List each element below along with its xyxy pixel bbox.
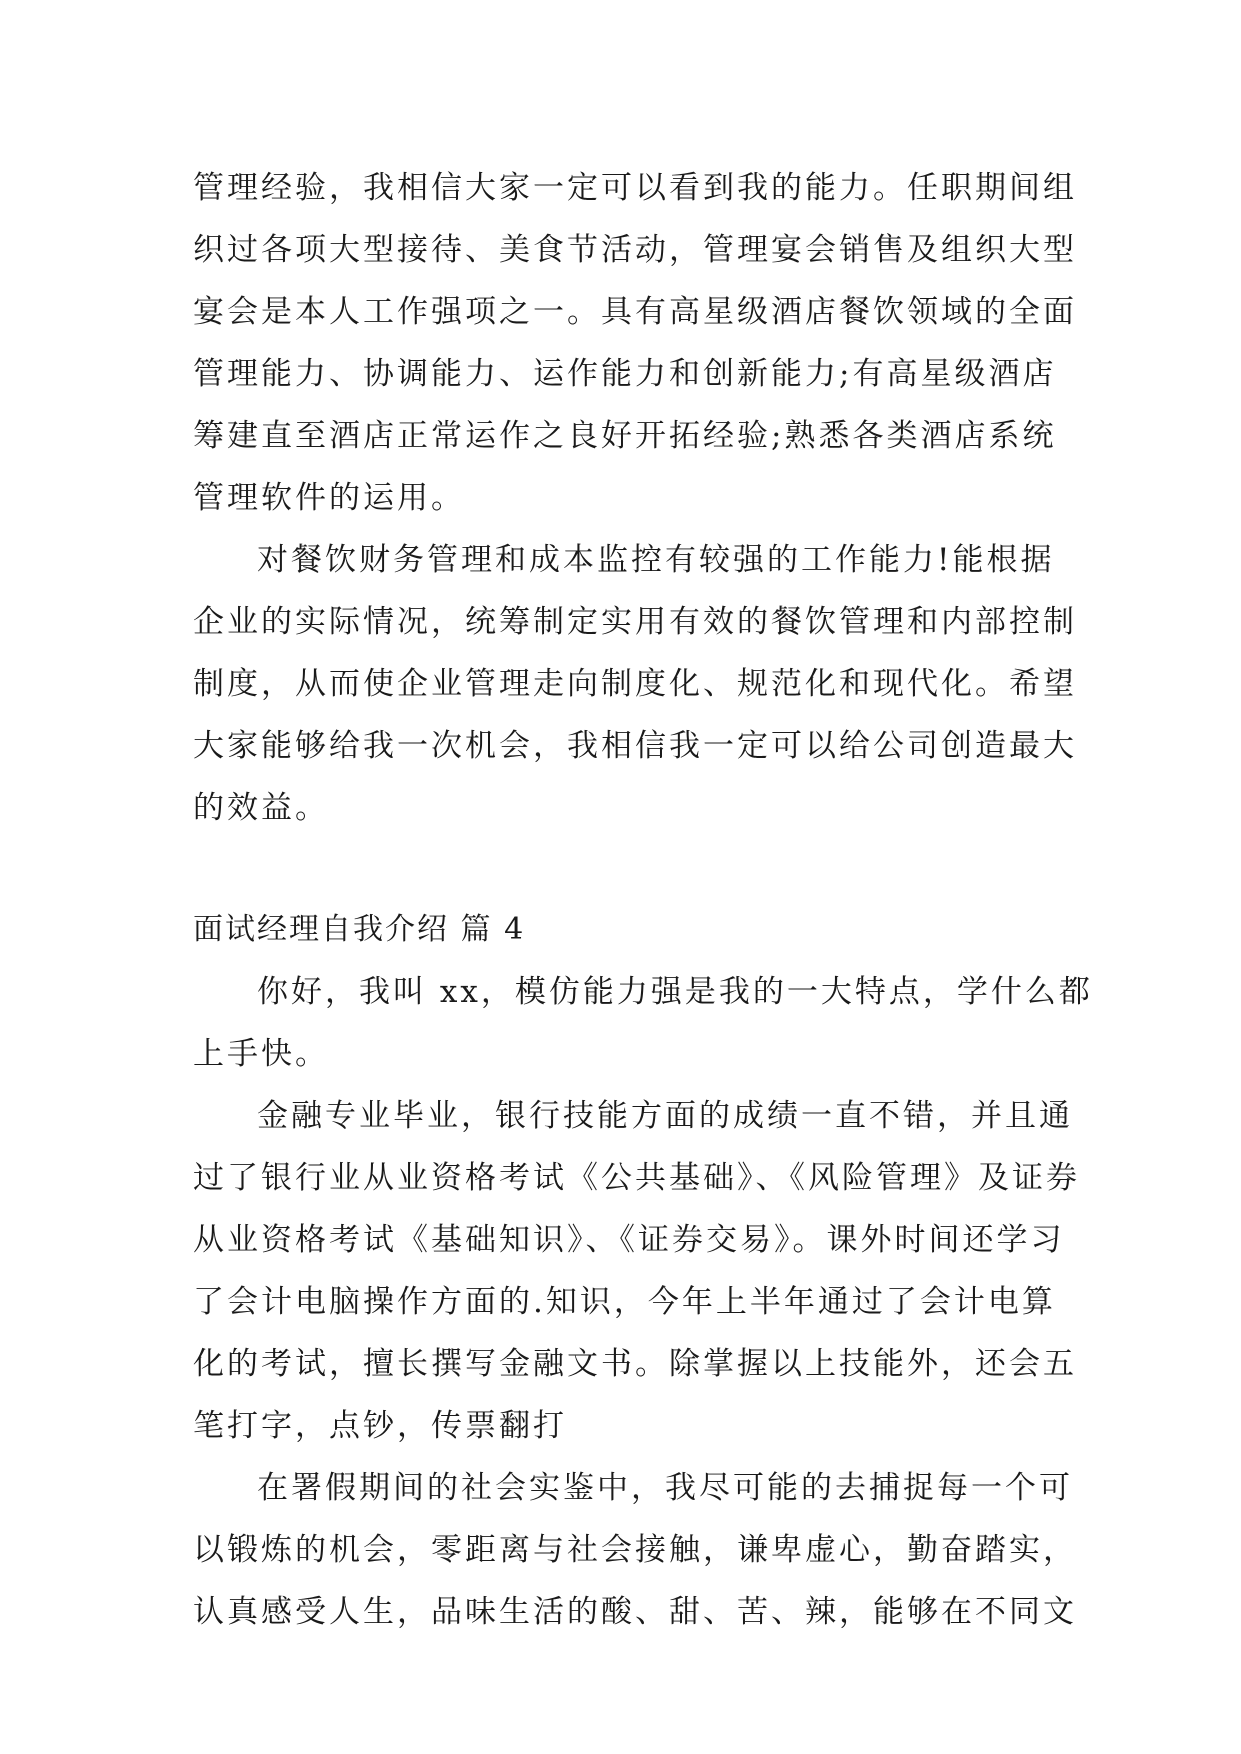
text-line: 上手快。 — [193, 1036, 329, 1072]
text-line: 过了银行业从业资格考试《公共基础》、《风险管理》及证券 — [193, 1160, 1080, 1196]
text-line: 织过各项大型接待、美食节活动，管理宴会销售及组织大型 — [193, 232, 1077, 268]
text-line: 对餐饮财务管理和成本监控有较强的工作能力!能根据 — [257, 542, 1055, 578]
text-line: 金融专业毕业，银行技能方面的成绩一直不错，并且通 — [257, 1098, 1073, 1134]
text-line: 以锻炼的机会，零距离与社会接触，谦卑虚心，勤奋踏实， — [193, 1532, 1077, 1568]
text-line: 了会计电脑操作方面的.知识，今年上半年通过了会计电算 — [193, 1284, 1056, 1320]
text-line: 筹建直至酒店正常运作之良好开拓经验;熟悉各类酒店系统 — [193, 418, 1057, 454]
text-line: 宴会是本人工作强项之一。具有高星级酒店餐饮领域的全面 — [193, 294, 1077, 330]
text-line: 化的考试，擅长撰写金融文书。除掌握以上技能外，还会五 — [193, 1346, 1077, 1382]
paragraph-social-practice — [193, 1457, 1077, 1643]
text-line: 认真感受人生，品味生活的酸、甜、苦、辣，能够在不同文 — [193, 1594, 1077, 1630]
text-line: 笔打字，点钞，传票翻打 — [193, 1408, 567, 1444]
text-line: 从业资格考试《基础知识》、《证券交易》。课外时间还学习 — [193, 1222, 1065, 1258]
text-line: 你好，我叫 xx，模仿能力强是我的一大特点，学什么都 — [257, 974, 1093, 1010]
text-line: 管理软件的运用。 — [193, 480, 465, 516]
text-line: 制度，从而使企业管理走向制度化、规范化和现代化。希望 — [193, 666, 1077, 702]
document-body — [193, 157, 1093, 1643]
text-line: 在署假期间的社会实鉴中，我尽可能的去捕捉每一个可 — [257, 1470, 1073, 1506]
paragraph-financial-management — [193, 529, 1077, 839]
text-line: 管理经验，我相信大家一定可以看到我的能力。任职期间组 — [193, 170, 1077, 206]
section-heading: 面试经理自我介绍 篇 4 — [193, 912, 526, 947]
paragraph-management-experience — [193, 157, 1077, 529]
text-line: 管理能力、协调能力、运作能力和创新能力;有高星级酒店 — [193, 356, 1057, 392]
text-line: 大家能够给我一次机会，我相信我一定可以给公司创造最大 — [193, 728, 1077, 764]
paragraph-finance-skills — [193, 1085, 1080, 1457]
text-line: 企业的实际情况，统筹制定实用有效的餐饮管理和内部控制 — [193, 604, 1077, 640]
paragraph-greeting — [193, 961, 1093, 1085]
text-line: 的效益。 — [193, 790, 329, 826]
